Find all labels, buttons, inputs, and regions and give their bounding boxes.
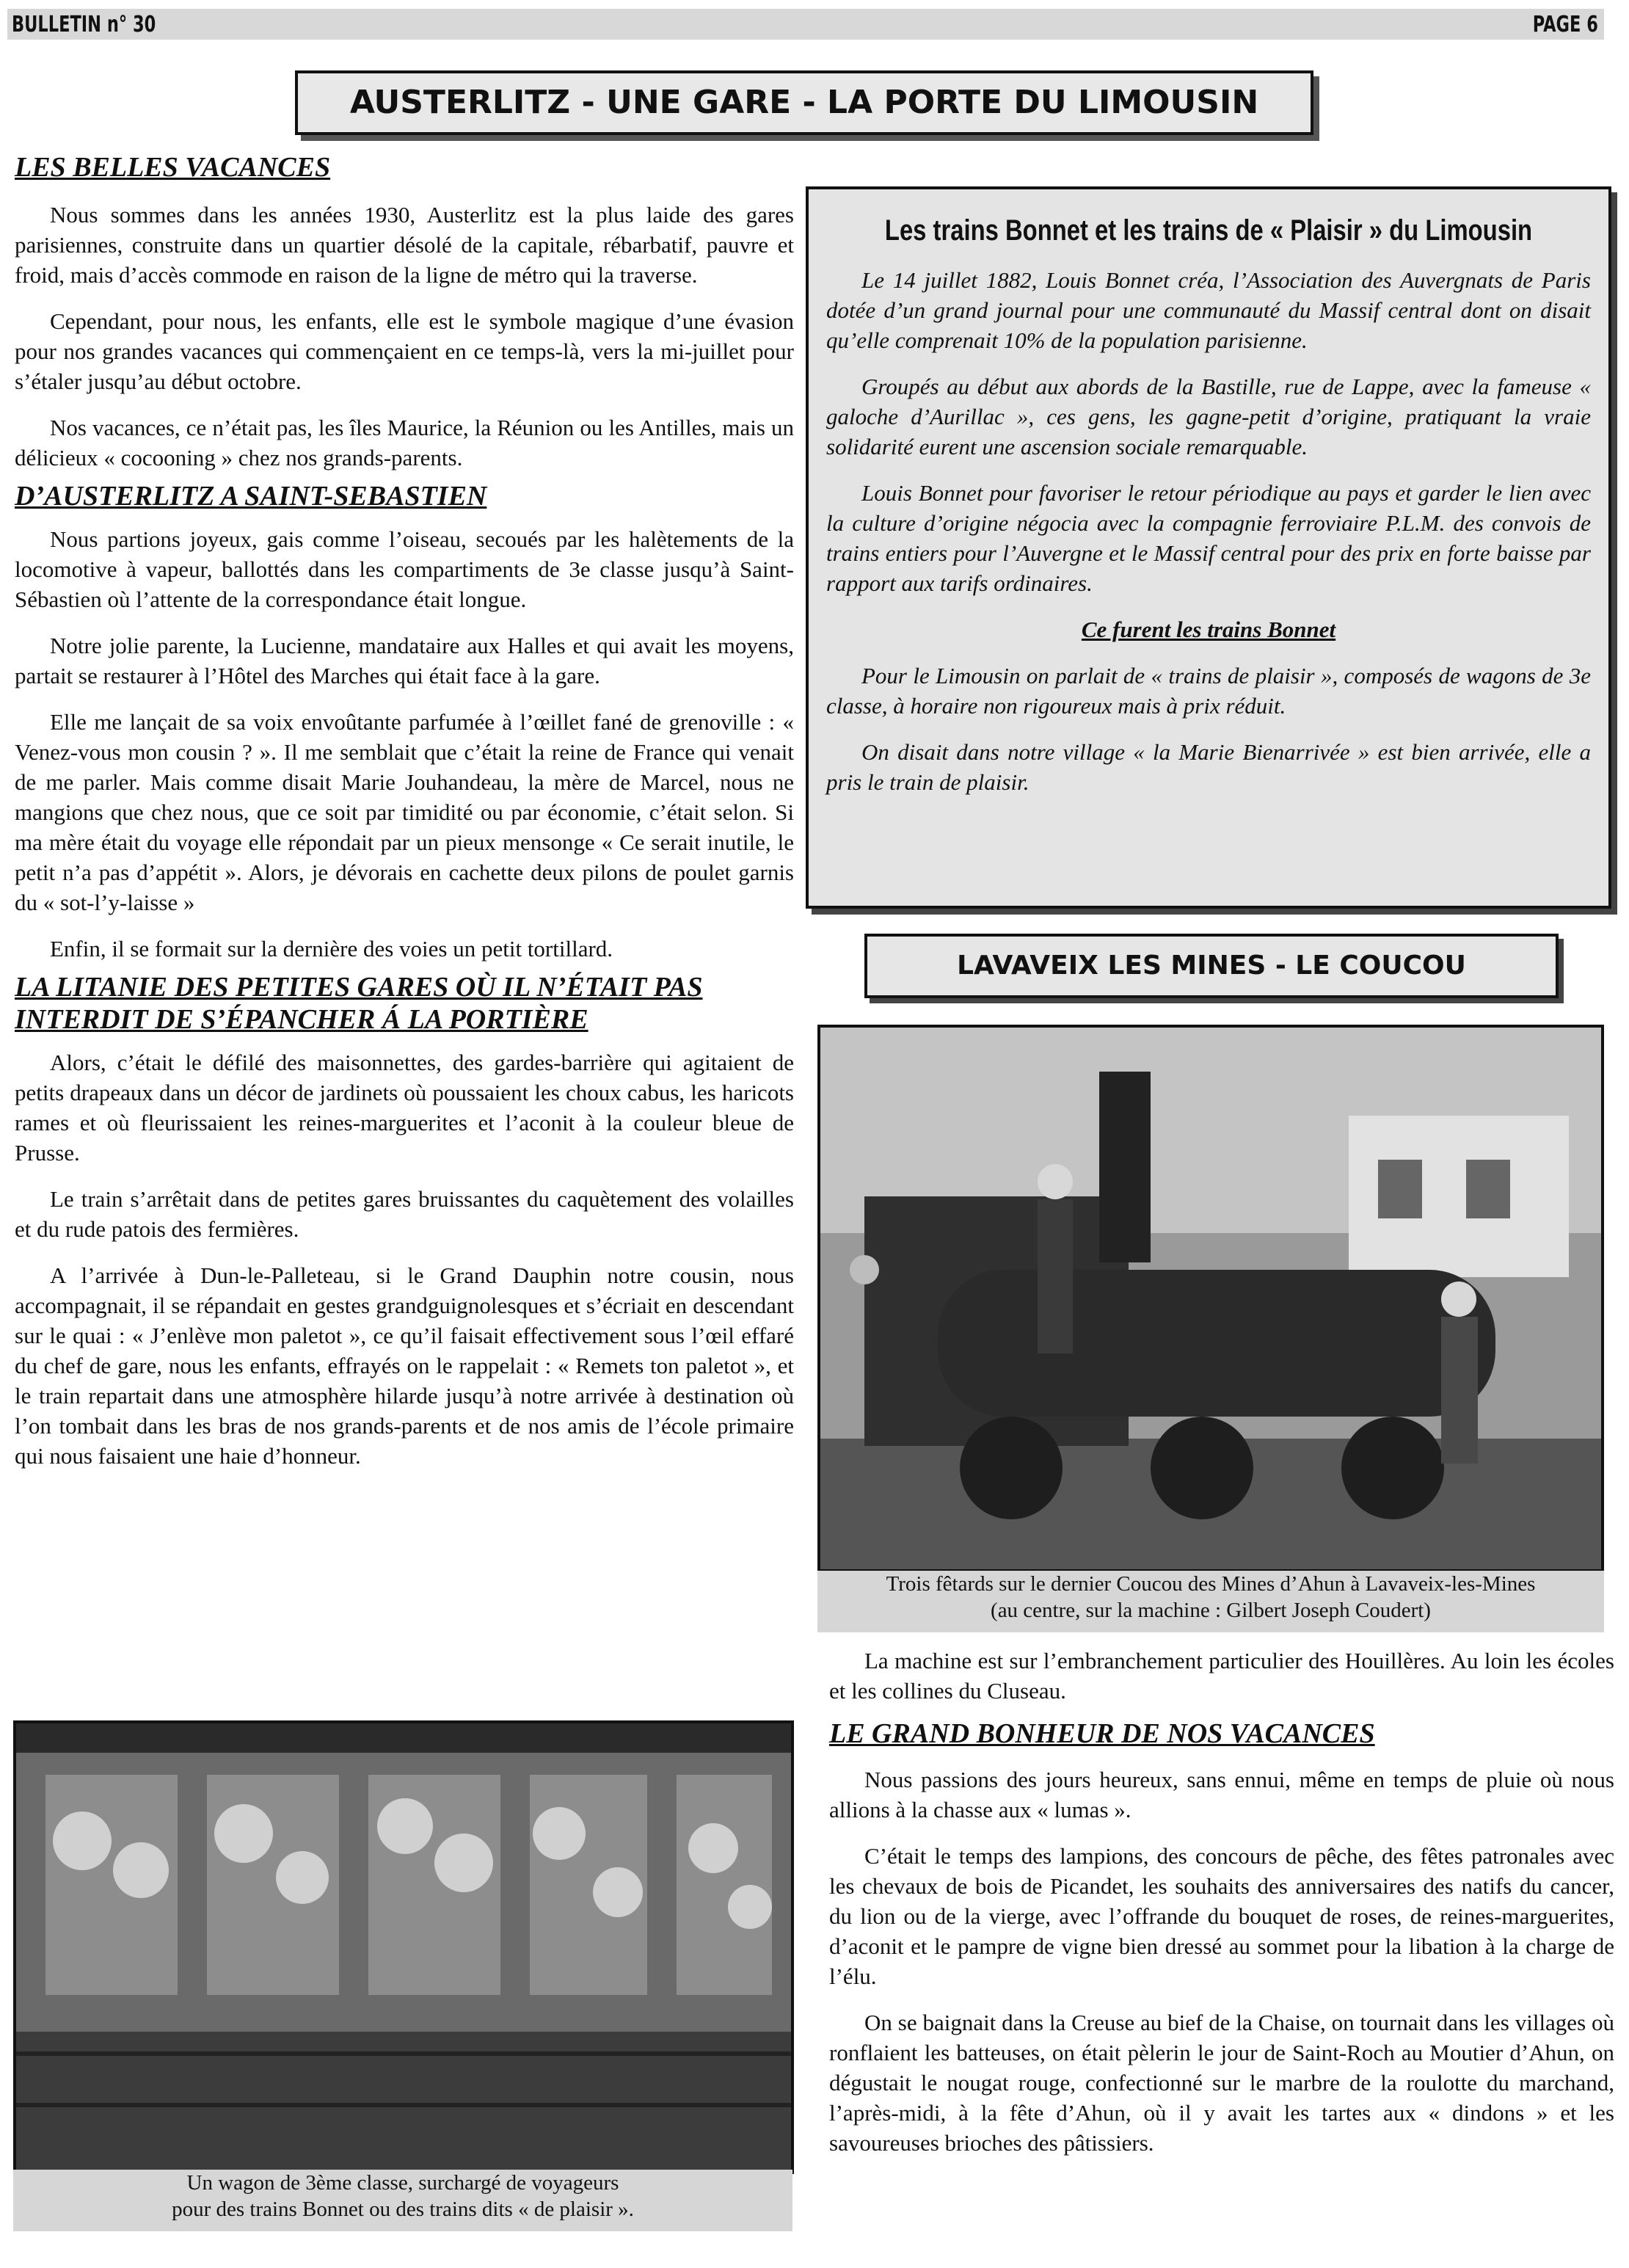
heading-belles-vacances: LES BELLES VACANCES [15, 152, 331, 183]
box-paragraph: Pour le Limousin on parlait de « trains de plaisir », composés de wagons de 3e classe, à horaire non rigoureux mais à prix réduit. [826, 663, 1591, 719]
lavaveix-title: LAVAVEIX LES MINES - LE COUCOU [864, 934, 1559, 998]
page-number: PAGE 6 [1532, 12, 1598, 37]
paragraph: Nos vacances, ce n’était pas, les îles Maurice, la Réunion ou les Antilles, mais un délicieux « cocooning » chez nos grands-parents. [15, 415, 794, 470]
box-subheading: Ce furent les trains Bonnet [1081, 617, 1336, 642]
paragraph: On se baignait dans la Creuse au bief de la Chaise, on tournait dans les villages où ronflaient les batteuses, on était pèlerin le jour de Saint-Roch au Moutier d’Ahun, on dégustait le nougat rouge, confectionné sur le marbre de la roulotte du marchand, l’après-midi, à la fête d’Ahun, où il y avait les tartes aux « dindons » et les savoureuses brioches des pâtissiers. [829, 2010, 1614, 2156]
heading-austerlitz-saint-sebastien: D’AUSTERLITZ A SAINT-SEBASTIEN [15, 481, 487, 512]
wagon-photo [13, 1720, 794, 2174]
main-title: AUSTERLITZ - UNE GARE - LA PORTE DU LIMOUSIN [295, 70, 1313, 135]
paragraph: Alors, c’était le défilé des maisonnettes, des gardes-barrière qui agitaient de petits drapeaux dans un décor de jardinets où poussaient les choux cabus, les haricots rames et où fleurissaient les reines-marguerites et l’aconit à la couleur bleue de Prusse. [15, 1050, 794, 1166]
paragraph: Enfin, il se formait sur la dernière des voies un petit tortillard. [50, 936, 613, 962]
box-paragraph: Le 14 juillet 1882, Louis Bonnet créa, l’Association des Auvergnats de Paris dotée d’un grand journal pour une communauté du Massif central dont on disait qu’elle comprenait 10% de la population parisienne. [826, 267, 1591, 353]
paragraph: Le train s’arrêtait dans de petites gares bruissantes du caquètement des volailles et du rude patois des fermières. [15, 1186, 794, 1242]
box-title: Les trains Bonnet et les trains de « Plaisir » du Limousin [884, 214, 1533, 247]
box-paragraph: Groupés au début aux abords de la Bastille, rue de Lappe, avec la fameuse « galoche d’Aurillac », ces gens, les gagne-petit d’origine, pratiquant la vraie solidarité eurent une ascension sociale remarquable. [826, 374, 1591, 459]
left-column [15, 151, 794, 1487]
caption-line: Trois fêtards sur le dernier Coucou des Mines d’Ahun à Lavaveix-les-Mines [886, 1572, 1536, 1596]
caption-line: (au centre, sur la machine : Gilbert Joseph Coudert) [991, 1599, 1431, 1622]
caption-line: pour des trains Bonnet ou des trains dits « de plaisir ». [172, 2198, 634, 2221]
paragraph: A l’arrivée à Dun-le-Palleteau, si le Grand Dauphin notre cousin, nous accompagnait, il se répandait en gestes grandguignolesques et s’écriait en descendant sur le quai : « J’enlève mon paletot », ce qu’il faisait effectivement sous l’œil effaré du chef de gare, nous les enfants, effrayés on le rappelait : « Remets ton paletot », et le train repartait dans une atmosphère hilarde jusqu’à notre arrivée à destination où l’on tombait dans les bras de nos grands-parents et de nos amis de l’école primaire qui nous faisaient une haie d’honneur. [15, 1262, 794, 1469]
right-column [829, 1646, 1614, 2174]
paragraph: Nous partions joyeux, gais comme l’oiseau, secoués par les halètements de la locomotive à vapeur, ballottés dans les compartiments de 3e classe jusqu’à Saint-Sébastien où l’attente de la correspondance était longue. [15, 526, 794, 612]
bulletin-number: BULLETIN n° 30 [12, 12, 156, 37]
locomotive-photo-image [820, 1028, 1601, 1569]
paragraph: Cependant, pour nous, les enfants, elle est le symbole magique d’une évasion pour nos grandes vacances qui commençaient en ce temps-là, vers la mi-juillet pour s’étaler jusqu’au début octobre. [15, 308, 794, 394]
heading-litanie-line1: LA LITANIE DES PETITES GARES OÙ IL N’ÉTAIT PAS [15, 972, 703, 1003]
heading-litanie-line2: INTERDIT DE S’ÉPANCHER Á LA PORTIÈRE [15, 1004, 588, 1035]
trains-bonnet-box [806, 186, 1611, 909]
page-header [7, 9, 1604, 40]
paragraph: Notre jolie parente, la Lucienne, mandataire aux Halles et qui avait les moyens, partait se restaurer à l’Hôtel des Marches qui était face à la gare. [15, 633, 794, 688]
paragraph: Nous passions des jours heureux, sans ennui, même en temps de pluie où nous allions à la chasse aux « lumas ». [829, 1767, 1614, 1822]
box-paragraph: Louis Bonnet pour favoriser le retour périodique au pays et garder le lien avec la culture d’origine négocia avec la compagnie ferroviaire P.L.M. des convois de trains entiers pour l’Auvergne et le Massif central pour des prix en forte baisse par rapport aux tarifs ordinaires. [826, 480, 1591, 596]
box-paragraph: On disait dans notre village « la Marie Bienarrivée » est bien arrivée, elle a pris le train de plaisir. [826, 739, 1591, 795]
paragraph: Elle me lançait de sa voix envoûtante parfumée à l’œillet fané de grenoville : « Venez-vous mon cousin ? ». Il me semblait que c’était la reine de France qui venait de me parler. Mais comme disait Marie Jouhandeau, la mère de Marcel, nous ne mangions que chez nous, que ce soit par timidité ou par économie, c’était selon. Si ma mère était du voyage elle répondait par un pieux mensonge « Ce serait inutile, le petit n’a pas d’appétit ». Alors, je dévorais en cachette deux pilons de poulet garnis du « sot-l’y-laisse » [15, 709, 794, 915]
caption-line: Un wagon de 3ème classe, surchargé de voyageurs [186, 2171, 619, 2195]
locomotive-photo-caption [817, 1571, 1604, 1632]
heading-grand-bonheur: LE GRAND BONHEUR DE NOS VACANCES [829, 1718, 1375, 1749]
paragraph: Nous sommes dans les années 1930, Austerlitz est la plus laide des gares parisiennes, construite dans un quartier désolé de la capitale, rébarbatif, pauvre et froid, mais d’accès commode en raison de la ligne de métro qui la traverse. [15, 202, 794, 288]
wagon-photo-image [16, 1723, 791, 2171]
locomotive-photo [817, 1025, 1604, 1572]
paragraph: C’était le temps des lampions, des concours de pêche, des fêtes patronales avec les chevaux de bois de Picandet, les souhaits des anniversaires des natifs du cancer, du lion ou de la vierge, avec l’offrande du bouquet de roses, de reines-marguerites, d’aconit et le pampre de vigne bien dressé au sommet pour la libation à la charge de l’élu. [829, 1843, 1614, 1989]
paragraph: La machine est sur l’embranchement particulier des Houillères. Au loin les écoles et les collines du Cluseau. [829, 1648, 1614, 1704]
wagon-photo-caption [13, 2170, 792, 2231]
